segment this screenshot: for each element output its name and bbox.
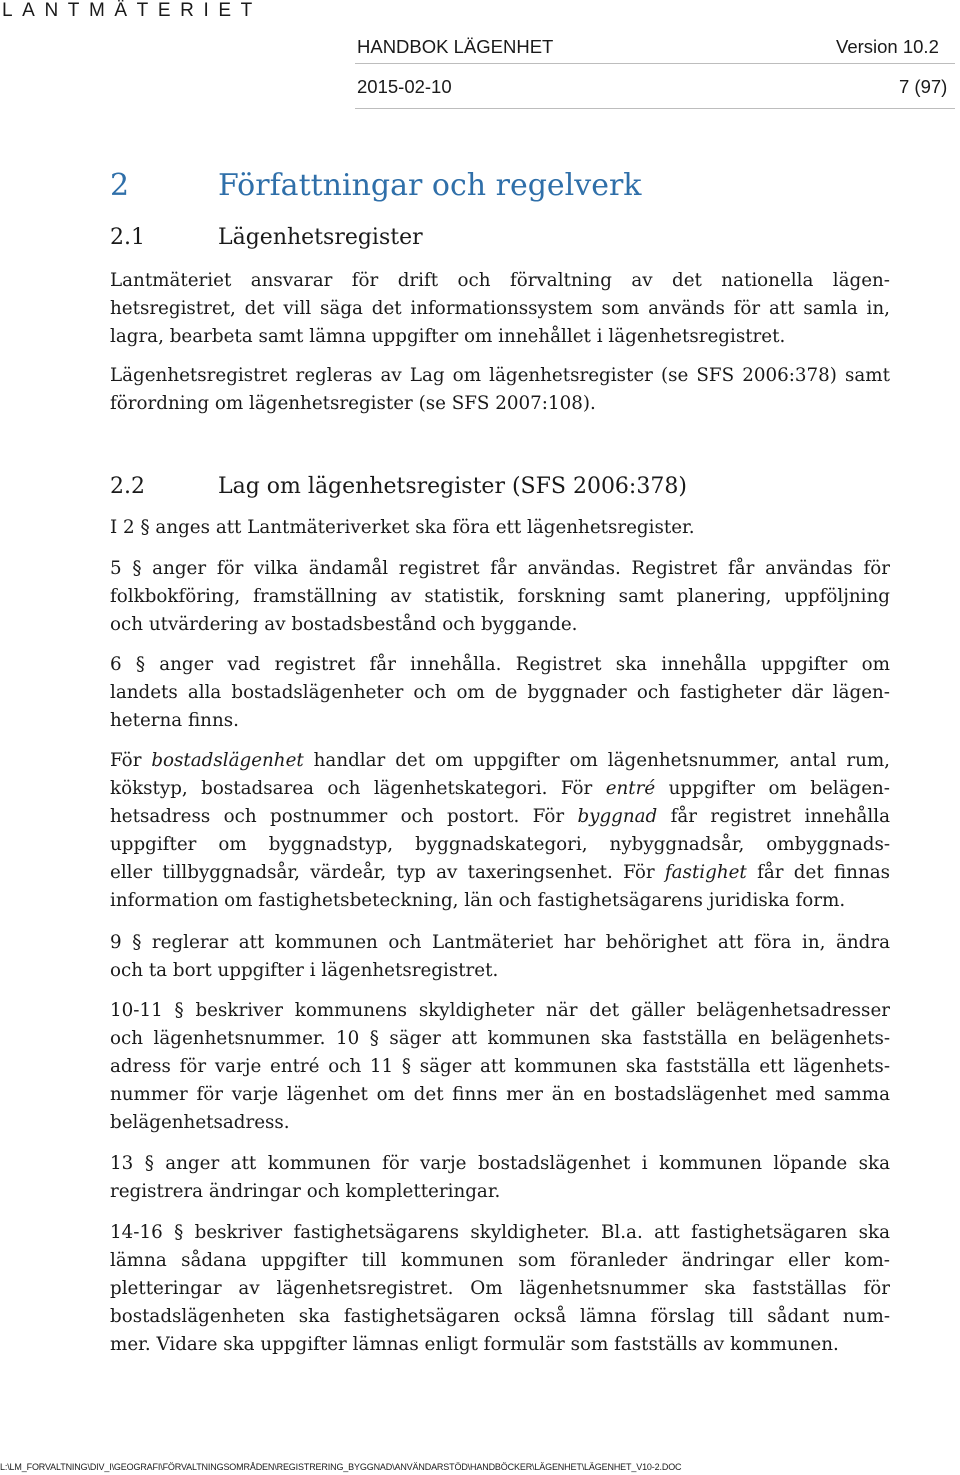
text-line: och ta bort uppgifter i lägenhetsregistret. (110, 960, 499, 981)
paragraph-section-2 (110, 514, 890, 542)
organization-name: LANTMÄTERIET (2, 0, 262, 21)
subsection-title: Lägenhetsregister (218, 225, 423, 250)
text-line: 6 § anger vad registret får innehålla. Registret ska innehålla uppgifter om (110, 654, 890, 675)
paragraph-regulation (110, 362, 890, 418)
text-line: För bostadslägenhet handlar det om uppgifter om lägenhetsnummer, antal rum, (110, 750, 890, 771)
subsection-heading-2-1 (110, 225, 423, 250)
subsection-heading-2-2 (110, 474, 687, 499)
text-line: Lägenhetsregistret regleras av Lag om lägenhetsregister (se SFS 2006:378) samt (110, 365, 890, 386)
text-line: eller tillbyggnadsår, värdeår, typ av taxeringsenhet. För fastighet får det finnas (110, 862, 891, 883)
text-line: information om fastighetsbeteckning, län och fastighetsägarens juridiska form. (110, 890, 846, 911)
section-title: Författningar och regelverk (218, 168, 642, 203)
version-label: Version 10.2 (836, 36, 939, 57)
text-line: uppgifter om byggnadstyp, byggnadskategori, nybyggnadsår, ombyggnads- (110, 834, 890, 855)
text-line: 5 § anger för vilka ändamål registret får användas. Registret får användas för (110, 558, 890, 579)
text-line: Lantmäteriet ansvarar för drift och förvaltning av det nationella lägen- (110, 270, 890, 291)
text-line: I 2 § anges att Lantmäteriverket ska föra ett lägenhetsregister. (110, 517, 695, 538)
text-line: hetsadress och postnummer och postort. För byggnad får registret innehålla (110, 806, 890, 827)
document-title: HANDBOK LÄGENHET (357, 36, 554, 57)
text-line: nummer för varje lägenhet om det finns mer än en bostadslägenhet med samma (110, 1084, 890, 1105)
page-number: 7 (97) (899, 76, 948, 97)
section-heading (110, 168, 641, 203)
text-line: lämna sådana uppgifter till kommunen som föranleder ändringar eller kom- (110, 1250, 890, 1271)
text-line: belägenhetsadress. (110, 1112, 290, 1133)
text-line: registrera ändringar och kompletteringar. (110, 1181, 501, 1202)
paragraph-section-14-16 (110, 1219, 890, 1359)
text-line: och lägenhetsnummer. 10 § säger att kommunen ska fastställa en belägenhets- (110, 1028, 890, 1049)
section-number: 2 (110, 168, 130, 203)
text-line: 10-11 § beskriver kommunens skyldigheter när det gäller belägenhetsadresser (110, 1000, 890, 1021)
text-line: och utvärdering av bostadsbestånd och byggande. (110, 614, 578, 635)
text-line: heterna finns. (110, 710, 239, 731)
subsection-title: Lag om lägenhetsregister (SFS 2006:378) (218, 474, 687, 499)
subsection-number: 2.1 (110, 225, 145, 250)
text-line: 14-16 § beskriver fastighetsägarens skyldigheter. Bl.a. att fastighetsägaren ska (110, 1222, 890, 1243)
paragraph-content-details (110, 747, 890, 915)
subsection-number: 2.2 (110, 474, 145, 499)
text-line: bostadslägenheten ska fastighetsägaren också lämna förslag till sådant num- (110, 1306, 890, 1327)
paragraph-section-13 (110, 1150, 890, 1206)
document-date: 2015-02-10 (357, 76, 452, 97)
header-divider (355, 63, 955, 64)
text-line: 13 § anger att kommunen för varje bostadslägenhet i kommunen löpande ska (110, 1153, 890, 1174)
text-line: kökstyp, bostadsarea och lägenhetskategori. För entré uppgifter om belägen- (110, 778, 890, 799)
text-line: mer. Vidare ska uppgifter lämnas enligt formulär som fastställs av kommunen. (110, 1334, 839, 1355)
text-line: hetsregistret, det vill säga det informationssystem som används för att samla in, (110, 298, 890, 319)
paragraph-section-5 (110, 555, 890, 639)
text-line: förordning om lägenhetsregister (se SFS 2007:108). (110, 393, 596, 414)
paragraph-section-9 (110, 929, 890, 985)
text-line: folkbokföring, framställning av statistik, forskning samt planering, uppföljning (110, 586, 890, 607)
paragraph-section-10-11 (110, 997, 890, 1137)
text-line: landets alla bostadslägenheter och om de byggnader och fastigheter där lägen- (110, 682, 890, 703)
text-line: lagra, bearbeta samt lämna uppgifter om innehållet i lägenhetsregistret. (110, 326, 786, 347)
text-line: adress för varje entré och 11 § säger att kommunen ska fastställa ett lägenhets- (110, 1056, 890, 1077)
text-line: pletteringar av lägenhetsregistret. Om lägenhetsnummer ska fastställas för (110, 1278, 890, 1299)
footer-file-path: L:\LM_FORVALTNING\DIV_I\GEOGRAFI\FÖRVALTNINGSOMRÅDEN\REGISTRERING_BYGGNAD\ANVÄNDARSTÖD\HANDBÖCKER\LÄGENHET\LÄGENHET_V10-2.DOC (0, 1462, 682, 1472)
paragraph-section-6 (110, 651, 890, 735)
text-line: 9 § reglerar att kommunen och Lantmäteriet har behörighet att föra in, ändra (110, 932, 890, 953)
paragraph-responsibility (110, 267, 890, 351)
header-divider-bottom (355, 108, 955, 109)
